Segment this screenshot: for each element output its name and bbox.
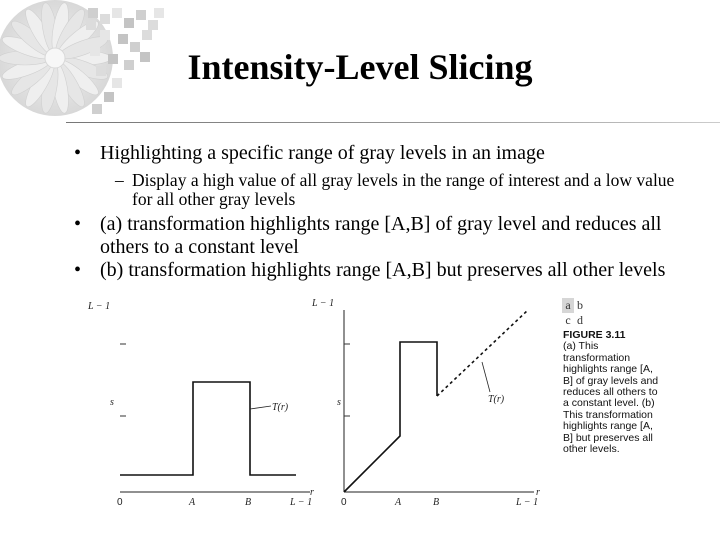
x-tick-label: 0 xyxy=(341,497,347,508)
pixel-square xyxy=(86,20,96,30)
curve-label: T(r) xyxy=(272,402,289,413)
figure-caption-text: (a) This transformation highlights range [A, B] of gray levels and reduces all others to a constant level. (b) This transformation highlights range [A, B] but preserves all other levels. xyxy=(563,340,659,456)
x-tick-label: B xyxy=(433,497,440,508)
pixel-square xyxy=(154,8,164,18)
panel-letter-grid xyxy=(562,298,586,328)
x-axis-label: r xyxy=(536,487,540,498)
pixel-square xyxy=(104,92,114,102)
bullet-text: (a) transformation highlights range [A,B] of gray level and reduces all others to a constant level xyxy=(100,213,662,258)
pixel-square xyxy=(112,8,122,18)
bullet-text: Highlighting a specific range of gray levels in an image xyxy=(100,142,545,164)
curve-label-pointer xyxy=(482,362,490,392)
y-top-label: L − 1 xyxy=(312,298,335,309)
x-tick-label: A xyxy=(189,497,196,508)
bullet-mark: • xyxy=(74,142,82,164)
identity-line-dashed xyxy=(437,310,528,396)
y-mid-label: s xyxy=(110,397,114,408)
sub-bullet-text: Display a high value of all gray levels in the range of interest and a low value for all other gray levels xyxy=(132,170,675,209)
transform-curve-a xyxy=(120,382,296,475)
curve-label: T(r) xyxy=(488,394,505,405)
transform-curve-b xyxy=(344,342,437,492)
y-top-label: L − 1 xyxy=(88,301,111,312)
bullet-text: (b) transformation highlights range [A,B] but preserves all other levels xyxy=(100,259,666,281)
pixel-square xyxy=(118,34,128,44)
x-tick-label: 0 xyxy=(117,497,123,508)
transformation-figure xyxy=(88,292,560,522)
x-tick-label: L − 1 xyxy=(516,497,539,508)
bullet-mark: • xyxy=(74,213,82,235)
figure-caption-label: FIGURE 3.11 xyxy=(563,329,626,341)
panel-letter: c xyxy=(565,313,571,327)
slide-title: Intensity-Level Slicing xyxy=(187,47,533,87)
pixel-square xyxy=(136,10,146,20)
x-tick-label: A xyxy=(395,497,402,508)
bullet-item xyxy=(70,213,680,259)
pixel-square xyxy=(148,20,158,30)
x-tick-label: L − 1 xyxy=(290,497,313,508)
bullet-item xyxy=(70,259,680,282)
pixel-square xyxy=(142,30,152,40)
plot-b xyxy=(311,298,540,508)
pixel-square xyxy=(100,14,110,24)
pixel-square xyxy=(100,30,110,40)
x-tick-label: B xyxy=(245,497,252,508)
panel-letter: b xyxy=(577,298,583,312)
panel-letter: a xyxy=(562,298,574,313)
pixel-square xyxy=(88,8,98,18)
x-axis-label: r xyxy=(310,487,314,498)
bullet-item xyxy=(70,142,680,165)
figure-caption xyxy=(563,330,659,455)
y-mid-label: s xyxy=(337,397,341,408)
sub-bullet-item xyxy=(70,171,680,209)
pixel-square xyxy=(92,104,102,114)
bullet-list xyxy=(70,142,680,282)
plot-a xyxy=(87,301,314,508)
pixel-square xyxy=(124,18,134,28)
curve-label-pointer xyxy=(250,406,271,409)
bullet-mark: • xyxy=(74,259,82,281)
sub-bullet-mark: – xyxy=(115,170,124,190)
panel-letter: d xyxy=(577,313,583,327)
title-divider xyxy=(66,122,720,123)
